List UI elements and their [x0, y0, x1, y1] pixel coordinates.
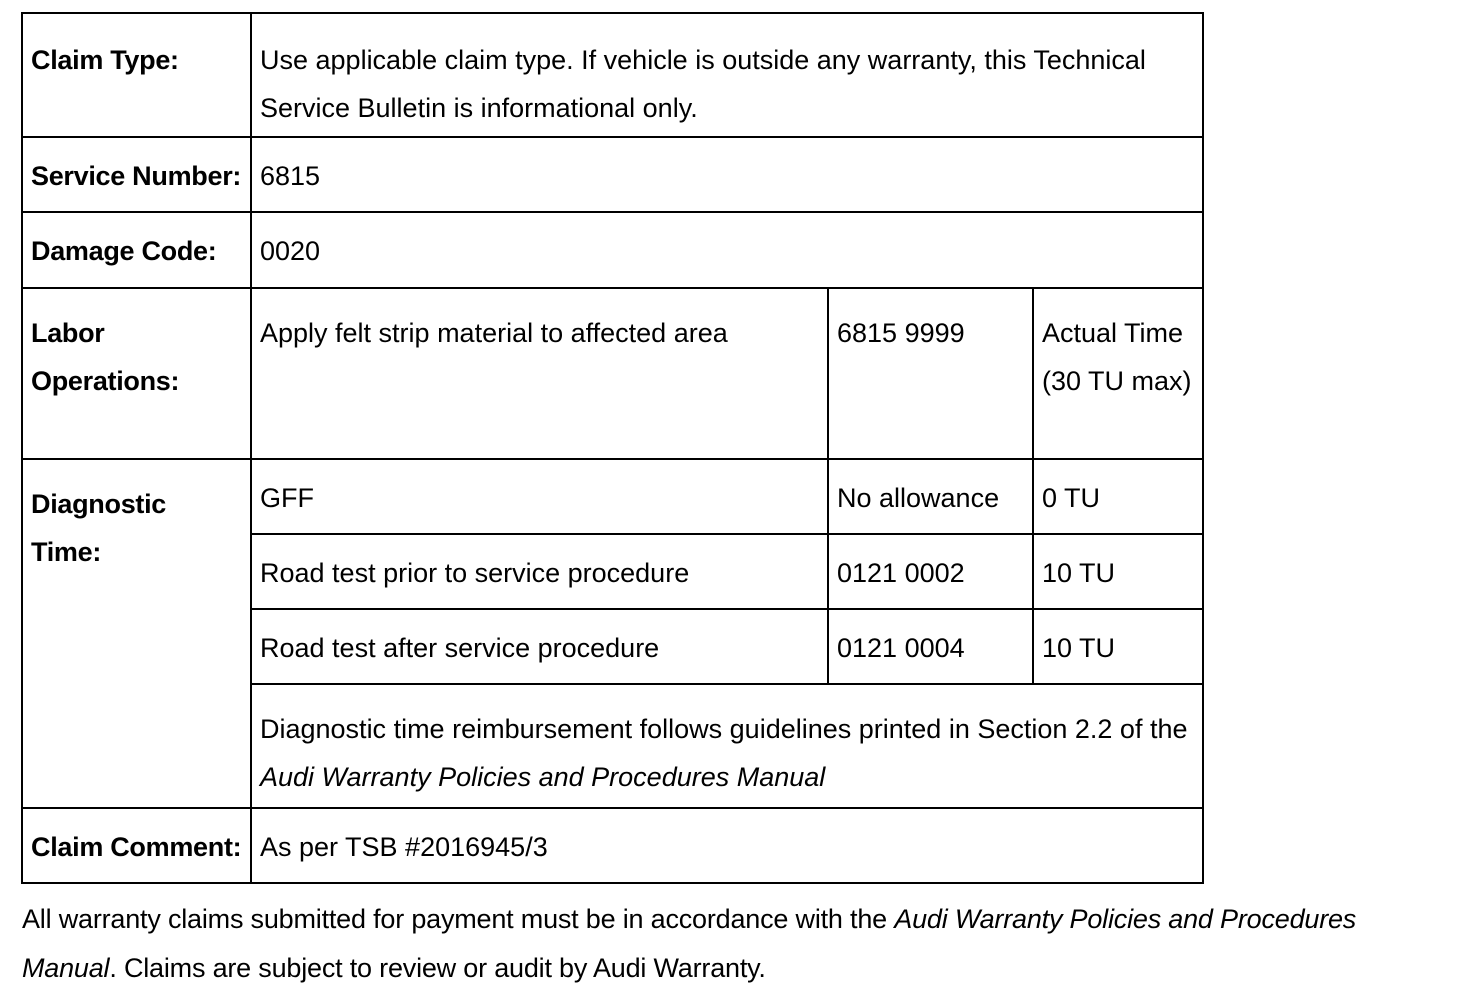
warranty-claim-table [21, 12, 1204, 884]
claim-type-value: Use applicable claim type. If vehicle is outside any warranty, this Technical Service Bulletin is informational only. [251, 13, 1203, 137]
diagnostic-code: No allowance [828, 459, 1033, 534]
labor-operation-time: Actual Time (30 TU max) [1033, 288, 1203, 459]
damage-code-value: 0020 [251, 212, 1203, 288]
claim-comment-label: Claim Comment: [22, 808, 251, 883]
diagnostic-time-label: Diagnostic Time: [22, 459, 251, 808]
service-number-row [22, 137, 1203, 212]
diagnostic-description: Road test prior to service procedure [251, 534, 828, 609]
footer-text-suffix: . Claims are subject to review or audit by Audi Warranty. [109, 953, 766, 983]
footer-manual-title: Audi Warranty Policies and Procedures Manual [22, 904, 1357, 983]
diagnostic-time: 10 TU [1033, 534, 1203, 609]
diagnostic-description: Road test after service procedure [251, 609, 828, 684]
diagnostic-code: 0121 0002 [828, 534, 1033, 609]
labor-operation-code: 6815 9999 [828, 288, 1033, 459]
damage-code-row [22, 212, 1203, 288]
damage-code-label: Damage Code: [22, 212, 251, 288]
labor-operation-description: Apply felt strip material to affected area [251, 288, 828, 459]
diagnostic-note-text: Diagnostic time reimbursement follows guidelines printed in Section 2.2 of the [260, 714, 1188, 744]
diagnostic-note [251, 684, 1203, 808]
diagnostic-row [22, 459, 1203, 534]
service-number-value: 6815 [251, 137, 1203, 212]
diagnostic-time: 10 TU [1033, 609, 1203, 684]
footer-text-prefix: All warranty claims submitted for payment must be in accordance with the [22, 904, 895, 934]
diagnostic-note-manual-title: Audi Warranty Policies and Procedures Manual [260, 762, 826, 792]
diagnostic-description: GFF [251, 459, 828, 534]
service-number-label: Service Number: [22, 137, 251, 212]
claim-type-label: Claim Type: [22, 13, 251, 137]
claim-comment-value: As per TSB #2016945/3 [251, 808, 1203, 883]
labor-operations-label: Labor Operations: [22, 288, 251, 459]
diagnostic-code: 0121 0004 [828, 609, 1033, 684]
claim-type-row [22, 13, 1203, 137]
claim-comment-row [22, 808, 1203, 883]
diagnostic-time: 0 TU [1033, 459, 1203, 534]
labor-operations-row [22, 288, 1203, 459]
warranty-footer-note [22, 895, 1442, 993]
